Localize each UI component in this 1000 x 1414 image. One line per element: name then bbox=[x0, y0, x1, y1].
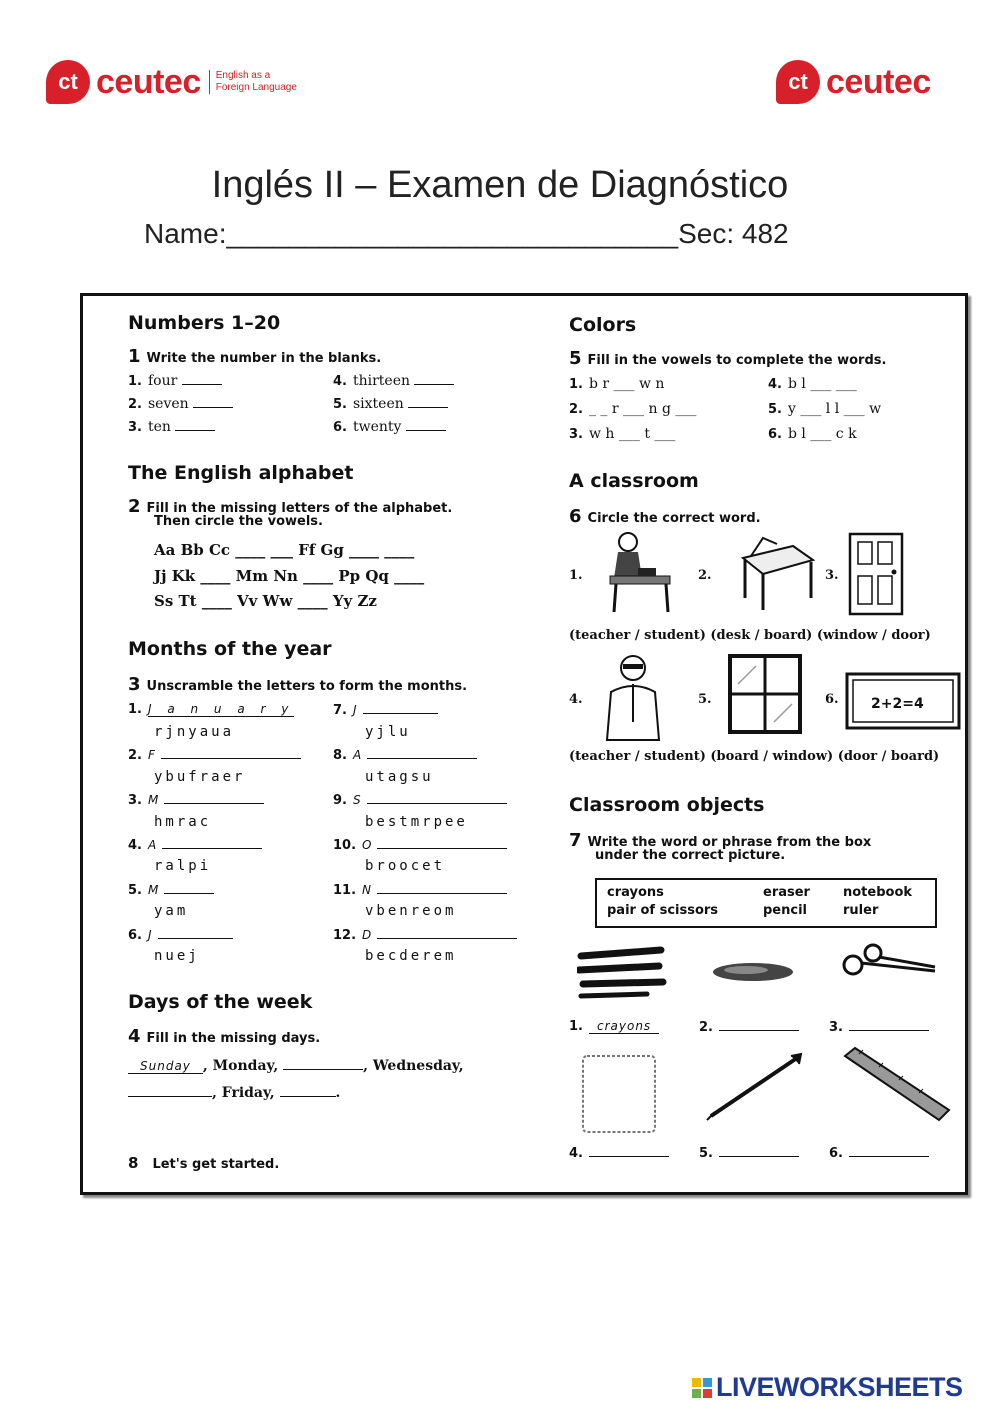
object-answer: 4. bbox=[569, 1144, 669, 1161]
answer-blank[interactable] bbox=[377, 926, 517, 939]
month-item: 10. O bbox=[333, 836, 507, 853]
student-at-desk-icon bbox=[588, 528, 678, 614]
days-line-2: , Friday, . bbox=[128, 1084, 340, 1101]
month-scrambled: nuej bbox=[154, 948, 200, 964]
answer-blank[interactable] bbox=[128, 1084, 212, 1097]
door-icon bbox=[848, 532, 906, 618]
classroom-choices-row2[interactable]: (teacher / student) (board / window) (door / board) bbox=[569, 749, 940, 764]
days-line-1: Sunday , Monday, , Wednesday, bbox=[128, 1057, 464, 1074]
picture-number: 5. bbox=[698, 692, 712, 707]
alphabet-instruction-2: Then circle the vowels. bbox=[154, 514, 323, 529]
picture-number: 2. bbox=[698, 568, 712, 583]
numbers-item: 1. four bbox=[128, 372, 222, 389]
objects-instruction: 7 Write the word or phrase from the box bbox=[569, 830, 872, 851]
month-item: 11. N bbox=[333, 881, 507, 898]
ruler-icon bbox=[839, 1046, 953, 1128]
desk-icon bbox=[733, 536, 818, 612]
color-item[interactable]: 5. y ___ l l ___ w bbox=[768, 401, 882, 417]
scissors-icon bbox=[839, 941, 939, 981]
month-scrambled: ralpi bbox=[154, 858, 212, 874]
month-scrambled: yam bbox=[154, 903, 189, 919]
alphabet-row[interactable]: Aa Bb Cc ____ ___ Ff Gg ____ ____ bbox=[154, 541, 415, 559]
answer-blank[interactable] bbox=[367, 791, 507, 804]
days-heading: Days of the week bbox=[128, 991, 313, 1013]
answer-blank[interactable] bbox=[406, 418, 446, 431]
liveworksheets-watermark: LIVEWORKSHEETS bbox=[692, 1372, 963, 1403]
logo-wordmark: ceutec bbox=[826, 62, 931, 101]
month-scrambled: broocet bbox=[365, 858, 446, 874]
answer-blank[interactable] bbox=[849, 1144, 929, 1157]
answer-blank[interactable] bbox=[161, 746, 301, 759]
colors-heading: Colors bbox=[569, 314, 637, 336]
window-icon bbox=[728, 654, 803, 736]
months-heading: Months of the year bbox=[128, 638, 332, 660]
answer-blank[interactable] bbox=[377, 836, 507, 849]
month-item: 8. A bbox=[333, 746, 477, 763]
month-scrambled: ybufraer bbox=[154, 769, 246, 785]
answer-blank[interactable] bbox=[414, 372, 454, 385]
month-item: 6. J bbox=[128, 926, 233, 943]
objects-instruction-2: under the correct picture. bbox=[595, 848, 786, 863]
answer-blank[interactable] bbox=[175, 418, 215, 431]
numbers-item: 4. thirteen bbox=[333, 372, 454, 389]
answer-blank[interactable] bbox=[158, 926, 233, 939]
month-scrambled: bestmrpee bbox=[365, 814, 468, 830]
numbers-item: 5. sixteen bbox=[333, 395, 448, 412]
colors-instruction: 5 Fill in the vowels to complete the words. bbox=[569, 348, 887, 369]
picture-number: 6. bbox=[825, 692, 839, 707]
alphabet-row[interactable]: Ss Tt ____ Vv Ww ____ Yy Zz bbox=[154, 592, 377, 610]
months-instruction: 3 Unscramble the letters to form the months. bbox=[128, 674, 468, 695]
month-scrambled: becderem bbox=[365, 948, 457, 964]
month-item: 4. A bbox=[128, 836, 262, 853]
month-item: 7. J bbox=[333, 701, 438, 718]
days-instruction: 4 Fill in the missing days. bbox=[128, 1026, 321, 1047]
answer-blank[interactable] bbox=[363, 701, 438, 714]
alphabet-heading: The English alphabet bbox=[128, 462, 354, 484]
color-item[interactable]: 3. w h ___ t ___ bbox=[569, 426, 676, 442]
logo-subtitle: English as a Foreign Language bbox=[209, 70, 297, 94]
pencil-icon bbox=[705, 1052, 805, 1122]
answer-blank[interactable] bbox=[283, 1057, 363, 1070]
numbers-item: 6. twenty bbox=[333, 418, 446, 435]
alphabet-row[interactable]: Jj Kk ____ Mm Nn ____ Pp Qq ____ bbox=[154, 567, 425, 585]
notebook-icon bbox=[577, 1052, 663, 1136]
numbers-item: 2. seven bbox=[128, 395, 233, 412]
answer-blank[interactable] bbox=[589, 1144, 669, 1157]
teacher-icon bbox=[603, 652, 673, 742]
board-text: 2+2=4 bbox=[871, 696, 924, 712]
answer-blank[interactable] bbox=[182, 372, 222, 385]
answer-blank[interactable] bbox=[849, 1018, 929, 1031]
object-answer: 2. bbox=[699, 1018, 799, 1035]
numbers-item: 3. ten bbox=[128, 418, 215, 435]
month-item: 3. M bbox=[128, 791, 264, 808]
answer-blank[interactable] bbox=[408, 395, 448, 408]
picture-number: 4. bbox=[569, 692, 583, 707]
alphabet-instruction: 2 Fill in the missing letters of the alphabet. bbox=[128, 496, 453, 517]
answer-blank[interactable] bbox=[164, 791, 264, 804]
ceutec-mark-icon: ct bbox=[46, 60, 90, 104]
liveworksheets-logo-icon bbox=[692, 1378, 712, 1398]
object-answer: 6. bbox=[829, 1144, 929, 1161]
answer-blank[interactable] bbox=[164, 881, 214, 894]
month-scrambled: utagsu bbox=[365, 769, 434, 785]
month-item: 1. J a n u a r y bbox=[128, 702, 295, 717]
object-answer: 1. crayons bbox=[569, 1018, 659, 1034]
answer-blank[interactable] bbox=[162, 836, 262, 849]
answer-blank[interactable] bbox=[719, 1018, 799, 1031]
color-item[interactable]: 1. b r ___ w n bbox=[569, 376, 665, 392]
numbers-instruction: 1 Write the number in the blanks. bbox=[128, 346, 382, 367]
color-item[interactable]: 4. b l ___ ___ bbox=[768, 376, 857, 392]
month-item: 2. F bbox=[128, 746, 301, 763]
month-scrambled: rjnyaua bbox=[154, 724, 235, 740]
month-scrambled: hmrac bbox=[154, 814, 212, 830]
ceutec-mark-icon: ct bbox=[776, 60, 820, 104]
answer-blank[interactable] bbox=[280, 1084, 336, 1097]
ceutec-logo-left bbox=[46, 60, 297, 104]
page-footer: 8 Let's get started. bbox=[128, 1154, 280, 1172]
month-scrambled: yjlu bbox=[365, 724, 411, 740]
classroom-instruction: 6 Circle the correct word. bbox=[569, 506, 761, 527]
numbers-heading: Numbers 1–20 bbox=[128, 312, 281, 334]
board-icon bbox=[845, 672, 961, 732]
answer-blank[interactable] bbox=[719, 1144, 799, 1157]
eraser-icon bbox=[708, 958, 798, 988]
object-answer: 3. bbox=[829, 1018, 929, 1035]
month-item: 9. S bbox=[333, 791, 507, 808]
classroom-choices-row1[interactable]: (teacher / student) (desk / board) (window / door) bbox=[569, 628, 931, 643]
picture-number: 1. bbox=[569, 568, 583, 583]
month-scrambled: vbenreom bbox=[365, 903, 457, 919]
objects-heading: Classroom objects bbox=[569, 794, 765, 816]
ceutec-logo-right bbox=[776, 60, 931, 104]
color-item[interactable]: 2. _ _ r ___ n g ___ bbox=[569, 401, 697, 417]
month-item: 5. M bbox=[128, 881, 214, 898]
name-section-line: Name:_____________________________Sec: 482 bbox=[144, 218, 789, 249]
crayons-icon bbox=[577, 946, 667, 1000]
word-box: crayons eraser notebook pair of scissors pencil ruler bbox=[595, 878, 937, 928]
answer-blank[interactable] bbox=[377, 881, 507, 894]
answer-blank[interactable] bbox=[193, 395, 233, 408]
color-item[interactable]: 6. b l ___ c k bbox=[768, 426, 857, 442]
page-title: Inglés II – Examen de Diagnóstico bbox=[211, 164, 789, 206]
answer-blank[interactable] bbox=[367, 746, 477, 759]
classroom-heading: A classroom bbox=[569, 470, 699, 492]
worksheet-scan bbox=[80, 293, 968, 1195]
picture-number: 3. bbox=[825, 568, 839, 583]
logo-wordmark: ceutec bbox=[96, 62, 201, 101]
object-answer: 5. bbox=[699, 1144, 799, 1161]
month-item: 12. D bbox=[333, 926, 517, 943]
